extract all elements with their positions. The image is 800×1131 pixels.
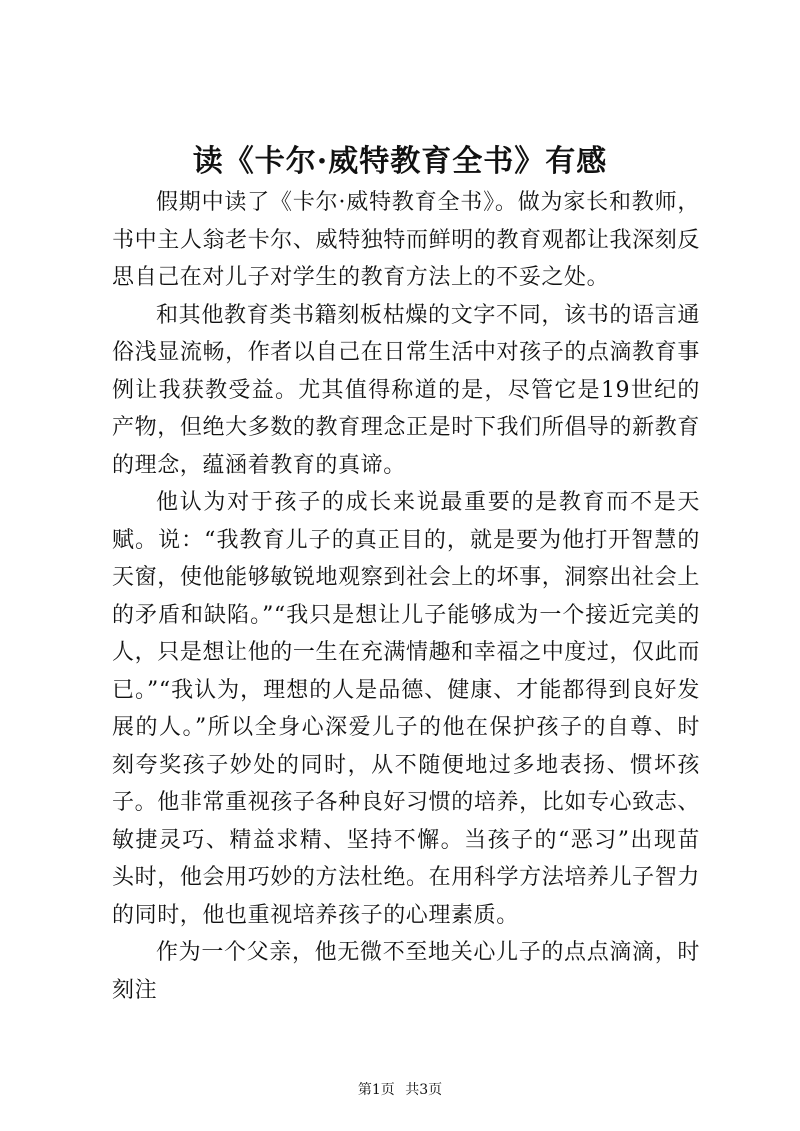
document-title: 读《卡尔·威特教育全书》有感: [192, 144, 608, 179]
paragraph-4: 作为一个父亲，他无微不至地关心儿子的点点滴滴，时刻注: [112, 940, 700, 1003]
paragraph-1: 假期中读了《卡尔·威特教育全书》。做为家长和教师，书中主人翁老卡尔、威特独特而鲜明的教育观都让我深刻反思自己在对儿子对学生的教育方法上的不妥之处。: [112, 190, 700, 290]
document-body: [112, 184, 700, 1009]
paragraph-2: 和其他教育类书籍刻板枯燥的文字不同，该书的语言通俗浅显流畅，作者以自己在日常生活中对孩子的点滴教育事例让我获教受益。尤其值得称道的是，尽管它是19世纪的产物，但绝大多数的教育理念正是时下我们所倡导的新教育的理念，蕴涵着教育的真谛。: [112, 302, 700, 478]
page-total: 共3页: [405, 1082, 443, 1098]
page-footer: [0, 1080, 800, 1100]
paragraph-3: 他认为对于孩子的成长来说最重要的是教育而不是天赋。说：“我教育儿子的真正目的，就是要为他打开智慧的天窗，使他能够敏锐地观察到社会上的坏事，洞察出社会上的矛盾和缺陷。”“我只是想让儿子能够成为一个接近完美的人，只是想让他的一生在充满情趣和幸福之中度过，仅此而已。”“我认为，理想的人是品德、健康、才能都得到良好发展的人。”所以全身心深爱儿子的他在保护孩子的自尊、时刻夸奖孩子妙处的同时，从不随便地过多地表扬、惯坏孩子。他非常重视孩子各种良好习惯的培养，比如专心致志、敏捷灵巧、精益求精、坚持不懈。当孩子的“恶习”出现苗头时，他会用巧妙的方法杜绝。在用科学方法培养儿子智力的同时，他也重视培养孩子的心理素质。: [112, 490, 700, 928]
page-number: 第1页: [357, 1082, 395, 1098]
